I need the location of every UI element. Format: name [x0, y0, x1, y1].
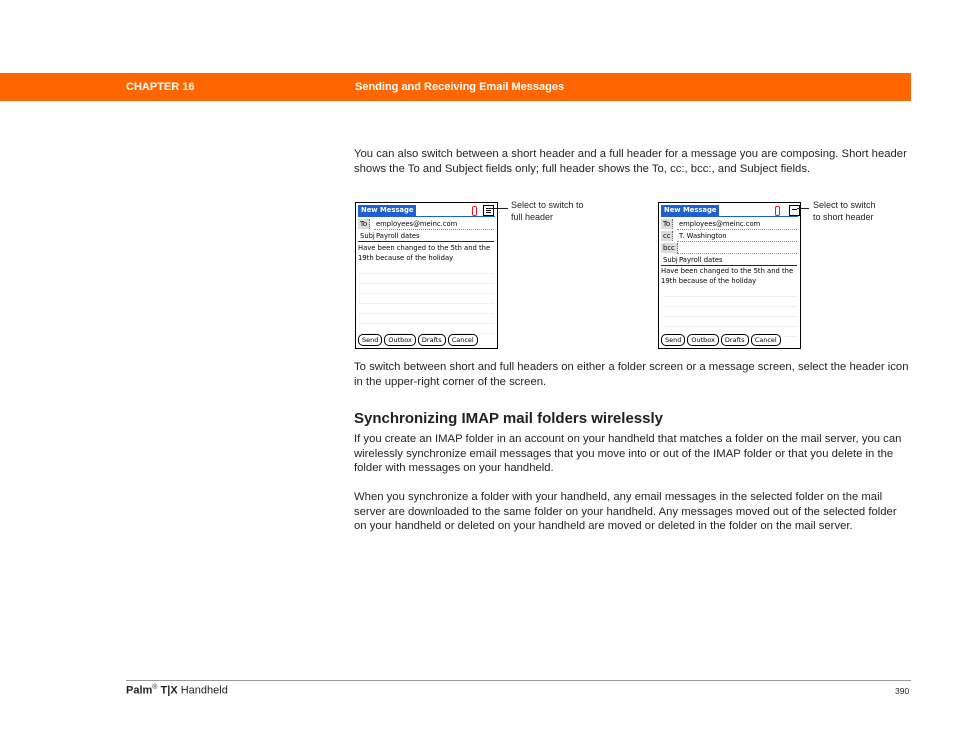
subject-label: Subj	[663, 256, 678, 264]
switch-paragraph: To switch between short and full headers on either a folder screen or a message screen, select the header icon in the upper-right corner of the screen.	[354, 361, 909, 388]
full-header-screen	[658, 202, 801, 349]
drafts-button[interactable]: Drafts	[721, 334, 749, 346]
send-button[interactable]: Send	[358, 334, 382, 346]
to-label[interactable]: To	[358, 219, 370, 229]
footer-rule	[126, 680, 911, 681]
message-body[interactable]: Have been changed to the 5th and the 19th because of the holiday	[358, 244, 491, 262]
short-header-screen	[355, 202, 498, 349]
body-ruled-lines	[662, 287, 797, 337]
title-underline	[661, 216, 798, 217]
cc-value[interactable]: T. Washington	[679, 232, 727, 240]
subject-label: Subj	[360, 232, 375, 240]
cc-field[interactable]	[661, 231, 797, 242]
screen-title: New Message	[358, 205, 416, 216]
cancel-button[interactable]: Cancel	[448, 334, 478, 346]
to-label[interactable]: To	[661, 219, 673, 229]
header-toggle-icon[interactable]	[483, 205, 494, 216]
to-value[interactable]: employees@meinc.com	[679, 220, 761, 228]
full-header-callout: Select to switch to short header	[813, 200, 876, 222]
chapter-title: Sending and Receiving Email Messages	[355, 81, 565, 93]
body-ruled-lines	[359, 264, 494, 334]
button-row	[661, 334, 783, 346]
section-paragraph-1: If you create an IMAP folder in an account on your handheld that matches a folder on the mail server, you can wirelessly synchronize email messages that you move into or out of the IMAP folder or that you delete in the folder with messages on your handheld.	[354, 433, 902, 474]
outbox-button[interactable]: Outbox	[687, 334, 719, 346]
footer-product-name: Handheld	[180, 684, 228, 697]
registered-mark: ®	[152, 684, 158, 691]
button-row	[358, 334, 480, 346]
screen-title: New Message	[661, 205, 719, 216]
bcc-field[interactable]	[661, 243, 797, 254]
cancel-button[interactable]: Cancel	[751, 334, 781, 346]
footer-product	[126, 684, 228, 697]
section-heading: Synchronizing IMAP mail folders wirelessly	[354, 410, 663, 427]
to-value[interactable]: employees@meinc.com	[376, 220, 458, 228]
subject-value[interactable]: Payroll dates	[376, 232, 420, 240]
paperclip-icon[interactable]	[472, 206, 477, 216]
message-body[interactable]: Have been changed to the 5th and the 19th because of the holiday	[661, 267, 794, 285]
short-header-callout: Select to switch to full header	[511, 200, 584, 222]
body-divider	[358, 241, 494, 242]
footer-brand: Palm	[126, 684, 153, 697]
subject-value[interactable]: Payroll dates	[679, 256, 723, 264]
callout-leader	[488, 208, 508, 209]
footer-model: T|X	[160, 684, 178, 697]
header-toggle-icon[interactable]	[789, 205, 800, 216]
to-field[interactable]	[661, 219, 797, 230]
bcc-label[interactable]: bcc	[661, 243, 678, 253]
paperclip-icon[interactable]	[775, 206, 780, 216]
drafts-button[interactable]: Drafts	[418, 334, 446, 346]
title-underline	[358, 216, 495, 217]
section-paragraph-2: When you synchronize a folder with your handheld, any email messages in the selected folder on the mail server are downloaded to the same folder on your handheld. Any messages moved out of the selected folder on your handheld or deleted on your handheld are moved or deleted in the folder on the mail server.	[354, 491, 897, 532]
send-button[interactable]: Send	[661, 334, 685, 346]
intro-paragraph: You can also switch between a short header and a full header for a message you are composing. Short header shows the To and Subject fields only; full header shows the To, cc:, bcc:, and Subject fields.	[354, 148, 907, 175]
chapter-header-bar	[0, 73, 911, 101]
outbox-button[interactable]: Outbox	[384, 334, 416, 346]
to-field[interactable]	[358, 219, 494, 230]
page-number: 390	[895, 686, 910, 696]
chapter-number: CHAPTER 16	[126, 81, 195, 93]
callout-leader	[797, 208, 809, 209]
cc-label[interactable]: cc	[661, 231, 673, 241]
